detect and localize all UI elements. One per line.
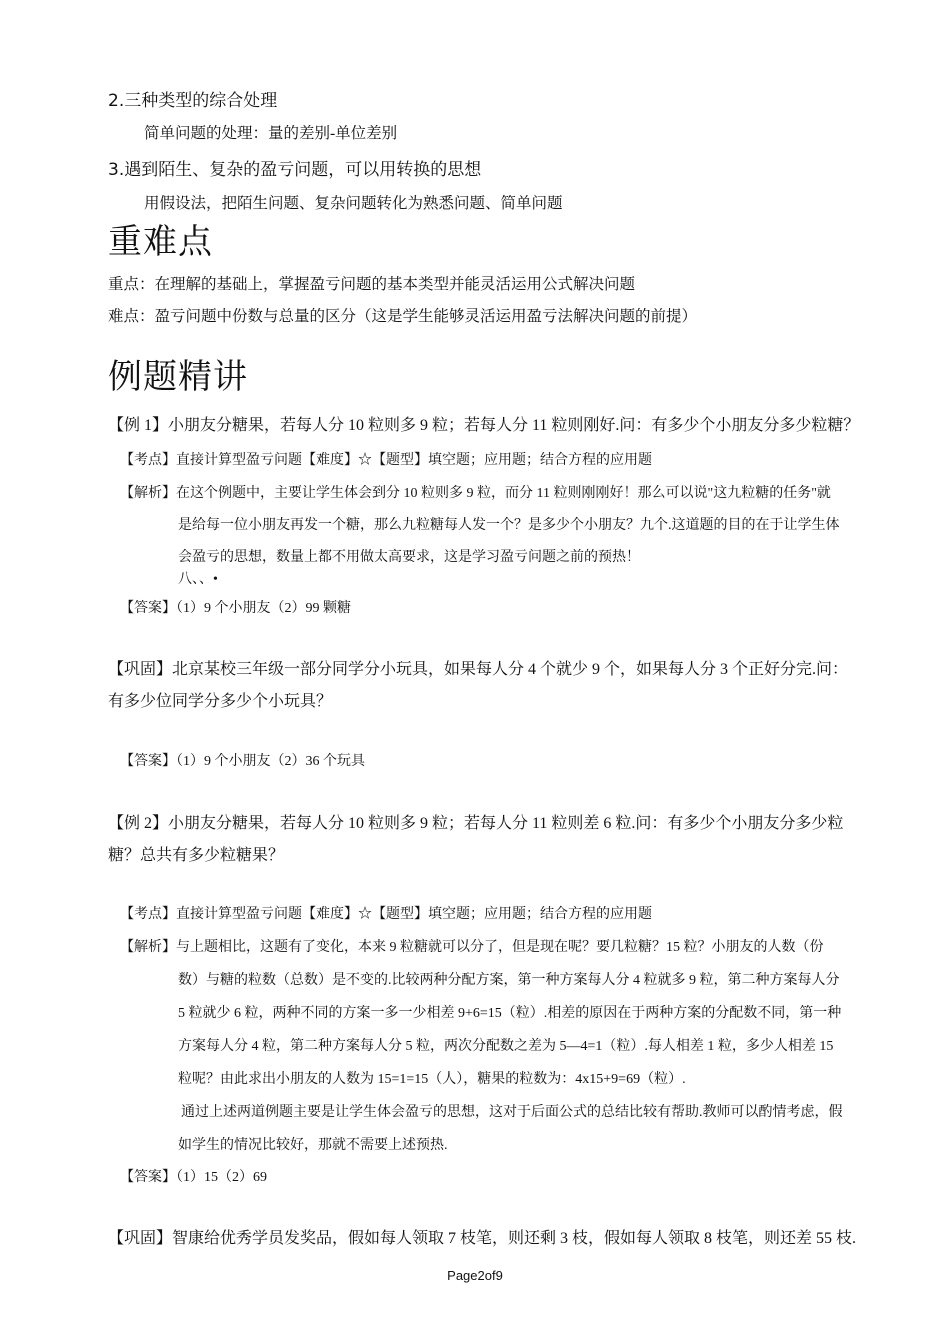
example-2-analysis-line: 如学生的情况比较好，那就不需要上述预热.	[178, 1138, 448, 1153]
key-points-title: 重难点	[108, 222, 213, 262]
example-2-question: 糖？总共有多少粒糖果？	[108, 847, 285, 864]
example-1-question: 【例 1】小朋友分糖果，若每人分 10 粒则多 9 粒；若每人分 11 粒则刚好.问：有多少个小朋友分多少粒糖？	[108, 417, 860, 434]
example-2-analysis-line: 【解析】与上题相比，这题有了变化，本来 9 粒糖就可以分了，但是现在呢？要几粒糖？15 粒？小朋友的人数（份	[120, 940, 824, 955]
key-point-text: 重点：在理解的基础上，掌握盈亏问题的基本类型并能灵活运用公式解决问题	[108, 276, 636, 293]
examples-title: 例题精讲	[108, 357, 248, 397]
example-2-analysis-line: 方案每人分 4 粒，第二种方案每人分 5 粒，两次分配数之差为 5—4=1（粒）.每人相差 1 粒，多少人相差 15	[178, 1039, 834, 1054]
section-2-heading: 2.三种类型的综合处理	[108, 91, 278, 111]
example-1-analysis-line: 【解析】在这个例题中，主要让学生体会到分 10 粒则多 9 粒，而分 11 粒则刚刚好！那么可以说"这九粒糖的任务"就	[120, 486, 831, 501]
example-2-tags: 【考点】直接计算型盈亏问题【难度】☆【题型】填空题；应用题；结合方程的应用题	[120, 907, 652, 922]
example-1-tags: 【考点】直接计算型盈亏问题【难度】☆【题型】填空题；应用题；结合方程的应用题	[120, 453, 652, 468]
example-2-analysis-line: 5 粒就少 6 粒，两种不同的方案一多一少相差 9+6=15（粒）.相差的原因在于两种方案的分配数不同，第一种	[178, 1006, 842, 1021]
example-2-analysis-line: 粒呢？由此求出小朋友的人数为 15=1=15（人），糖果的粒数为：4x15+9=69（粒）.	[178, 1072, 686, 1087]
consolidation-1-question: 有多少位同学分多少个小玩具？	[108, 693, 333, 710]
example-2-answer: 【答案】（1）15（2）69	[120, 1170, 267, 1185]
section-2-text: 简单问题的处理：量的差别-单位差别	[144, 125, 398, 142]
section-3-heading: 3.遇到陌生、复杂的盈亏问题，可以用转换的思想	[108, 160, 482, 180]
example-1-analysis-line: 是给每一位小朋友再发一个糖，那么九粒糖每人发一个？是多少个小朋友？九个.这道题的目的在于让学生体	[178, 518, 840, 533]
example-2-question: 【例 2】小朋友分糖果，若每人分 10 粒则多 9 粒；若每人分 11 粒则差 6 粒.问：有多少个小朋友分多少粒	[108, 815, 844, 832]
consolidation-2-question: 【巩固】智康给优秀学员发奖品，假如每人领取 7 枝笔，则还剩 3 枝，假如每人领取 8 枝笔，则还差 55 枝.	[108, 1230, 857, 1247]
example-1-answer: 【答案】（1）9 个小朋友（2）99 颗糖	[120, 601, 351, 616]
example-1-analysis-line: 八、、•	[178, 572, 218, 587]
section-3-text: 用假设法，把陌生问题、复杂问题转化为熟悉问题、简单问题	[144, 195, 563, 212]
consolidation-1-answer: 【答案】（1）9 个小朋友（2）36 个玩具	[120, 754, 365, 769]
consolidation-1-question: 【巩固】北京某校三年级一部分同学分小玩具，如果每人分 4 个就少 9 个，如果每人分 3 个正好分完.问：	[108, 661, 849, 678]
difficult-point-text: 难点：盈亏问题中份数与总量的区分（这是学生能够灵活运用盈亏法解决问题的前提）	[108, 308, 698, 325]
example-2-analysis-line: 数）与糖的粒数（总数）是不变的.比较两种分配方案，第一种方案每人分 4 粒就多 9 粒，第二种方案每人分	[178, 973, 840, 988]
example-1-analysis-line: 会盈亏的思想，数量上都不用做太高要求，这是学习盈亏问题之前的预热！	[178, 550, 640, 565]
example-2-analysis-line: 通过上述两道例题主要是让学生体会盈亏的思想，这对于后面公式的总结比较有帮助.教师可以酌情考虑，假	[181, 1105, 843, 1120]
page-number: Page2of9	[447, 1268, 503, 1283]
